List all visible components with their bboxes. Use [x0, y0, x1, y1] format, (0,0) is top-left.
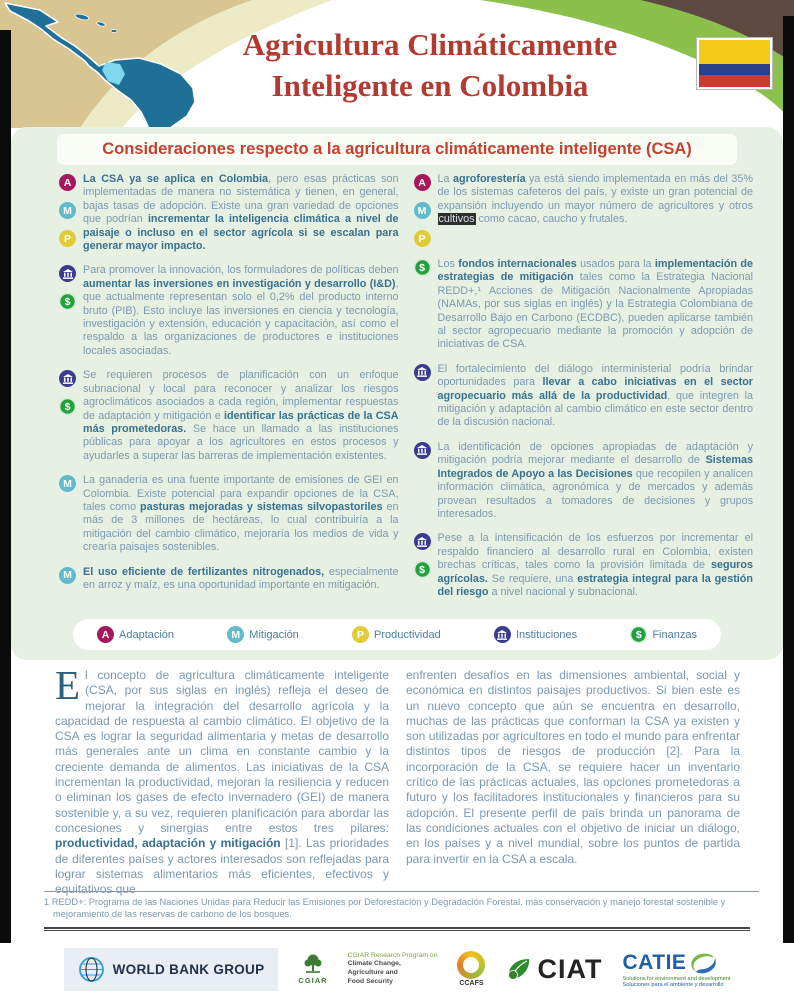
bullet-icon-stack — [414, 441, 438, 521]
bullet-icon-stack — [59, 566, 83, 593]
legend-item-institutions — [494, 626, 577, 643]
mitigation-icon: M — [59, 475, 76, 492]
ccafs-label: CCAFS — [459, 980, 484, 987]
world-bank-globe-icon — [78, 956, 105, 983]
finance-icon: $ — [414, 561, 431, 578]
productivity-icon: P — [352, 626, 369, 643]
bullet-text: La identificación de opciones apropiadas de adaptación y mitigación podría mejorar mediante el desarrollo de Sistemas Integrados de Apoyo a las Decisiones que recopilen y analicen información climática, agronómica y de mercados y además provean resultados a tomadores de decisiones y grupos interesados. — [437, 440, 753, 520]
bullet-text: La agroforestería ya está siendo implementada en más del 35% de los sistemas cafeteros del país, y existe un gran potencial de expansión incluyendo un mayor número de agricultores y otros cultivos como cacao, caucho y frutales. — [437, 173, 754, 226]
finance-icon: $ — [59, 398, 76, 415]
institutions-icon — [414, 364, 431, 381]
world-bank-label: WORLD BANK GROUP — [112, 961, 265, 977]
bullet-icon-stack — [59, 474, 83, 554]
legend-label: Adaptación — [119, 628, 175, 641]
ciat-logo — [505, 954, 602, 985]
page-title — [150, 24, 710, 106]
bullet-item — [414, 532, 754, 599]
scan-border-right — [783, 16, 794, 943]
mitigation-icon: M — [414, 202, 431, 219]
bullet-column-right — [414, 173, 754, 610]
finance-icon: $ — [630, 626, 647, 643]
catie-tagline-es: Soluciones para el ambiente y desarrollo — [622, 981, 724, 988]
cgiar-tree-icon — [302, 953, 324, 975]
bullet-columns — [11, 170, 783, 610]
ccafs-ring-icon — [457, 951, 485, 979]
world-bank-logo — [64, 948, 279, 991]
legend-label: Instituciones — [515, 628, 578, 641]
ccafs-logo — [457, 951, 485, 987]
bullet-item — [59, 474, 399, 554]
cgiar-label: CGIAR — [298, 976, 328, 985]
considerations-panel — [11, 127, 783, 660]
bullet-text: La CSA ya se aplica en Colombia, pero esas prácticas son implementadas de manera no sistemática y tienen, en general, bajas tasas de adopción. Existe una gran variedad de opciones que podrían incrementar la inteligencia climática a nivel de paisaje o incluso en el sector agrícola si se escalan para generar mayor impacto. — [83, 173, 399, 253]
bullet-icon-stack — [59, 369, 83, 463]
ciat-leaf-icon — [505, 956, 533, 982]
bullet-text: Pese a la intensificación de los esfuerzos por incrementar el respaldo financiero al desarrollo rural en Colombia, existen brechas críticas, tales como la provisión limitada de seguros agrícolas. Se requiere, una estrategia integral para la gestión del riesgo a nivel nacional y subnacional. — [437, 532, 753, 598]
catie-tagline-en: Solutions for environment and development — [622, 975, 731, 982]
legend-label: Mitigación — [249, 628, 299, 641]
adaptation-icon: A — [59, 174, 76, 191]
finance-icon: $ — [414, 259, 431, 276]
bullet-column-left — [59, 173, 399, 610]
legend-item-mitigation — [227, 626, 299, 643]
body-text — [55, 662, 740, 897]
bullet-item — [59, 566, 399, 593]
bullet-icon-stack — [414, 363, 438, 430]
bullet-icon-stack — [59, 173, 83, 253]
institutions-icon — [414, 442, 431, 459]
colombia-flag-icon — [697, 38, 772, 89]
body-paragraph-right: enfrenten desafíos en las dimensiones ambiental, social y económica en distintos paisajes productivos. Si bien este es un nuevo concepto que aún se encuentra en desarrollo, muchas de las prácticas que conforman la CSA ya existen y son utilizadas por agricultores en todo el mundo para enfrentar distintos tipos de riesgos de producción [2]. Para la incorporación de la CSA, se requiere hacer un inventario crítico de las prácticas actuales, las opciones prometedoras a futuro y los facilitadores institucionales y financieros para su adopción. El presente perfil de país brinda un panorama de las condiciones actuales con el objetivo de iniciar un diálogo, en los países y a nivel mundial, sobre los puntos de partida para invertir en la CSA a escala. — [406, 668, 740, 866]
mitigation-icon: M — [227, 626, 244, 643]
bullet-item — [414, 258, 754, 352]
productivity-icon: P — [414, 230, 431, 247]
page-title-line2: Inteligente en Colombia — [271, 68, 589, 103]
bullet-item — [414, 363, 754, 430]
bullet-text: El fortalecimiento del diálogo interministerial podría brindar oportunidades para llevar a cabo iniciativas en el sector agropecuario más allá de la productividad, que integren la mitigación y adaptación al cambio climático en este sector dentro de la discusión nacional. — [437, 362, 753, 429]
bullet-icon-stack — [414, 258, 438, 352]
institutions-icon — [414, 533, 431, 550]
legend-label: Finanzas — [652, 628, 697, 641]
ciat-label: CIAT — [537, 953, 603, 984]
bullet-item — [414, 441, 754, 521]
catie-logo — [622, 951, 730, 988]
productivity-icon: P — [59, 230, 76, 247]
adaptation-icon: A — [97, 626, 114, 643]
catie-label: CATIE — [622, 950, 687, 974]
institutions-icon — [59, 265, 76, 282]
finance-icon: $ — [59, 293, 76, 310]
section-title: Consideraciones respecto a la agricultura climáticamente inteligente (CSA) — [57, 134, 737, 165]
scan-border-left — [0, 30, 11, 943]
legend-item-finance — [630, 626, 697, 643]
catie-swoosh-icon — [688, 951, 718, 975]
legend-label: Productividad — [374, 628, 441, 641]
bullet-item — [414, 173, 754, 247]
bullet-text: El uso eficiente de fertilizantes nitrogenados, especialmente en arroz y maíz, es una oportunidad importante en mitigación. — [83, 565, 399, 591]
bullet-icon-stack — [59, 264, 83, 358]
mitigation-icon: M — [59, 202, 76, 219]
body-paragraph-left: El concepto de agricultura climáticamente inteligente (CSA, por sus siglas en inglés) refleja el deseo de mejorar la integración del desarrollo agrícola y la capacidad de respuesta al cambio climático. El objetivo de la CSA es lograr la seguridad alimentaria y metas de desarrollo más generales ante un clima en constante cambio y la creciente demanda de alimentos. Las iniciativas de la CSA incrementan la productividad, mejoran la resiliencia y reducen o eliminan los gases de efecto invernadero (GEI) de manera sostenible y, a su vez, requieren planificación para abordar las concesiones y sinergias entre estos tres pilares: productividad, adaptación y mitigación [1]. Las prioridades de diferentes países y actores interesados son reflejadas para lograr sistemas alimentarios más eficientes, efectivos y equitativos que — [55, 662, 389, 897]
institutions-icon — [59, 370, 76, 387]
bullet-text: Se requieren procesos de planificación con un enfoque subnacional y local para reconocer y analizar los riesgos agroclimáticos asociados a cada región, implementar respuestas de adaptación y mitigación e identificar las prácticas de la CSA más prometedoras. Se hace un llamado a las instituciones públicas para apoyar a los agricultores en estos procesos y ayudarles a superar las barreras de implementación existentes. — [83, 369, 399, 462]
legend-item-adaptation — [97, 626, 174, 643]
ccafs-program-text: CGIAR Research Program on Climate Change, Agriculture and Food Security — [347, 951, 438, 985]
page-title-line1: Agricultura Climáticamente — [242, 27, 618, 62]
bottom-rule — [44, 927, 750, 931]
bullet-text: Para promover la innovación, los formuladores de políticas deben aumentar las inversiones en investigación y desarrollo (I&D), que actualmente representan solo el 0,2% del producto interno bruto (PIB). Esto incluye las inversiones en ciencia y tecnología, investigación y extensión, educación y capacitación, así como el respaldo a las organizaciones de productores e instituciones locales asociadas. — [83, 264, 399, 357]
mitigation-icon: M — [59, 567, 76, 584]
legend-item-productivity — [352, 626, 441, 643]
footnote: 1 REDD+: Programa de las Naciones Unidas para Reducir las Emisiones por Deforestación y Degradación Forestal, más conservación y manejo forestal sostenible y mejoramiento de las reservas de carbono de los bosques. — [44, 891, 759, 920]
institutions-icon — [494, 626, 511, 643]
legend — [73, 619, 721, 650]
bullet-icon-stack — [414, 532, 438, 599]
adaptation-icon: A — [414, 174, 431, 191]
footer-logos — [0, 940, 794, 998]
bullet-text: Los fondos internacionales usados para la implementación de estrategias de mitigación tales como la Estrategia Nacional REDD+,¹ Acciones de Mitigación Nacionalmente Apropiadas (NAMAs, por sus siglas en inglés) y la Estrategia Colombiana de Desarrollo Bajo en Carbono (ECDBC), pueden aplicarse también al sector agropecuario mediante la promoción y adopción de iniciativas de CSA. — [437, 258, 753, 351]
dropcap: E — [55, 662, 81, 708]
bullet-item — [59, 173, 399, 253]
cgiar-logo — [298, 953, 327, 985]
header — [0, 0, 794, 128]
bullet-text: La ganadería es una fuente importante de emisiones de GEI en Colombia. Existe potencial para expandir opciones de la CSA, tales como pasturas mejoradas y sistemas silvopastoriles en más de 3 millones de hectáreas, lo cual contribuiría a la mitigación del cambio climático, mejoraría los medios de vida y crearía paisajes sostenibles. — [83, 474, 399, 554]
bullet-icon-stack — [414, 173, 438, 247]
bullet-item — [59, 264, 399, 358]
bullet-item — [59, 369, 399, 463]
